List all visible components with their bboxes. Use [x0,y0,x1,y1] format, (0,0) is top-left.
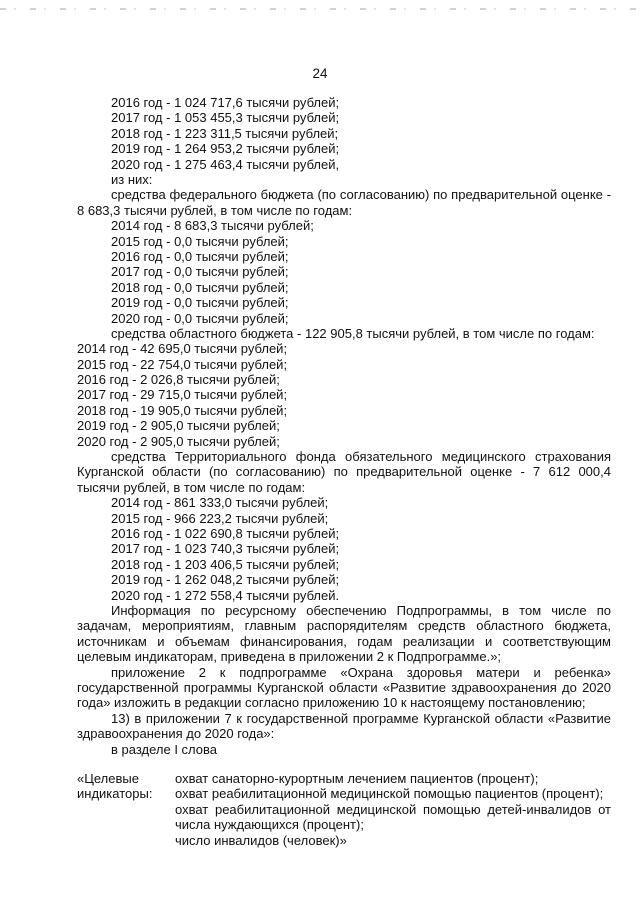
item-13-paragraph: 13) в приложении 7 к государственной программе Курганской области «Развитие здравоохранения до 2020 года»: [77,710,611,742]
fund-years [77,495,611,603]
text-line: 2019 год - 1 262 048,2 тысячи рублей; [111,572,340,588]
text-line: из них: [111,171,153,187]
text-line: 2016 год - 2 026,8 тысячи рублей; [77,372,280,388]
text-line: 2020 год - 1 272 558,4 тысячи рублей. [111,587,340,603]
document-body [77,95,611,848]
text-line: 2016 год - 1 024 717,6 тысячи рублей; [111,95,340,110]
text-line: 2014 год - 8 683,3 тысячи рублей; [111,218,314,234]
target-indicators-block [77,771,611,848]
section-line: в разделе I слова [111,741,217,757]
text-line: 2017 год - 0,0 тысячи рублей; [111,264,289,280]
text-line: 2020 год - 0,0 тысячи рублей; [111,310,289,326]
indicator-item: охват санаторно-курортным лечением пациентов (процент); [175,771,539,787]
text-line: 2017 год - 29 715,0 тысячи рублей; [77,387,288,403]
text-line: 2018 год - 1 203 406,5 тысячи рублей; [111,556,340,572]
regional-budget-intro: средства областного бюджета - 122 905,8 тысячи рублей, в том числе по годам: [111,325,595,341]
regional-years [77,341,611,449]
indicator-item: охват реабилитационной медицинской помощью пациентов (процент); [175,786,604,802]
indicator-item: число инвалидов (человек)» [175,832,347,848]
text-line: 2016 год - 0,0 тысячи рублей; [111,248,289,264]
indicators-list [175,771,611,848]
text-line: 2018 год - 0,0 тысячи рублей; [111,279,289,295]
info-paragraph: Информация по ресурсному обеспечению Подпрограммы, в том числе по задачам, мероприятиям, главным распорядителям средств областного бюджета, источникам и объемам финансирования, годам реализации и соответствующим целевым индикаторам, приведена в приложении 2 к Подпрограмме.»; [77,602,611,665]
text-line: 2014 год - 861 333,0 тысячи рублей; [111,495,329,511]
text-line: 2015 год - 0,0 тысячи рублей; [111,233,289,249]
text-line: 2017 год - 1 023 740,3 тысячи рублей; [111,541,340,557]
text-line: 2020 год - 2 905,0 тысячи рублей; [77,433,280,449]
text-line: 2018 год - 1 223 311,5 тысячи рублей; [111,125,339,141]
federal-years [77,218,611,326]
appendix-paragraph: приложение 2 к подпрограмме «Охрана здоровья матери и ребенка» государственной программы Курганской области «Развитие здравоохранения до 2020 года» изложить в редакции согласно приложению 10 к настоящему постановлению; [77,664,611,711]
page-number: 24 [312,66,328,81]
text-line: 2019 год - 0,0 тысячи рублей; [111,295,289,311]
text-line: 2019 год - 2 905,0 тысячи рублей; [77,418,280,434]
federal-budget-intro: средства федерального бюджета (по согласованию) по предварительной оценке - 8 683,3 тысячи рублей, в том числе по годам: [77,187,611,218]
text-line: 2014 год - 42 695,0 тысячи рублей; [77,341,288,357]
indicators-label: «Целевые индикаторы: [77,771,153,802]
text-line: 2015 год - 966 223,2 тысячи рублей; [111,510,329,526]
text-line: 2017 год - 1 053 455,3 тысячи рублей; [111,110,340,126]
text-line: 2016 год - 1 022 690,8 тысячи рублей; [111,526,340,542]
indicator-item: охват реабилитационной медицинской помощью детей-инвалидов от числа нуждающихся (процент); [175,801,611,833]
text-line: 2015 год - 22 754,0 тысячи рублей; [77,356,288,372]
fund-intro: средства Территориального фонда обязательного медицинского страхования Курганской области (по согласованию) по предварительной оценке - 7 612 000,4 тысячи рублей, в том числе по годам: [77,449,611,495]
text-line: 2018 год - 19 905,0 тысячи рублей; [77,402,288,418]
text-line: 2020 год - 1 275 463,4 тысячи рублей, [111,156,340,172]
years-block-a [77,95,611,187]
scan-artifact-top [0,8,640,10]
text-line: 2019 год - 1 264 953,2 тысячи рублей; [111,141,340,157]
